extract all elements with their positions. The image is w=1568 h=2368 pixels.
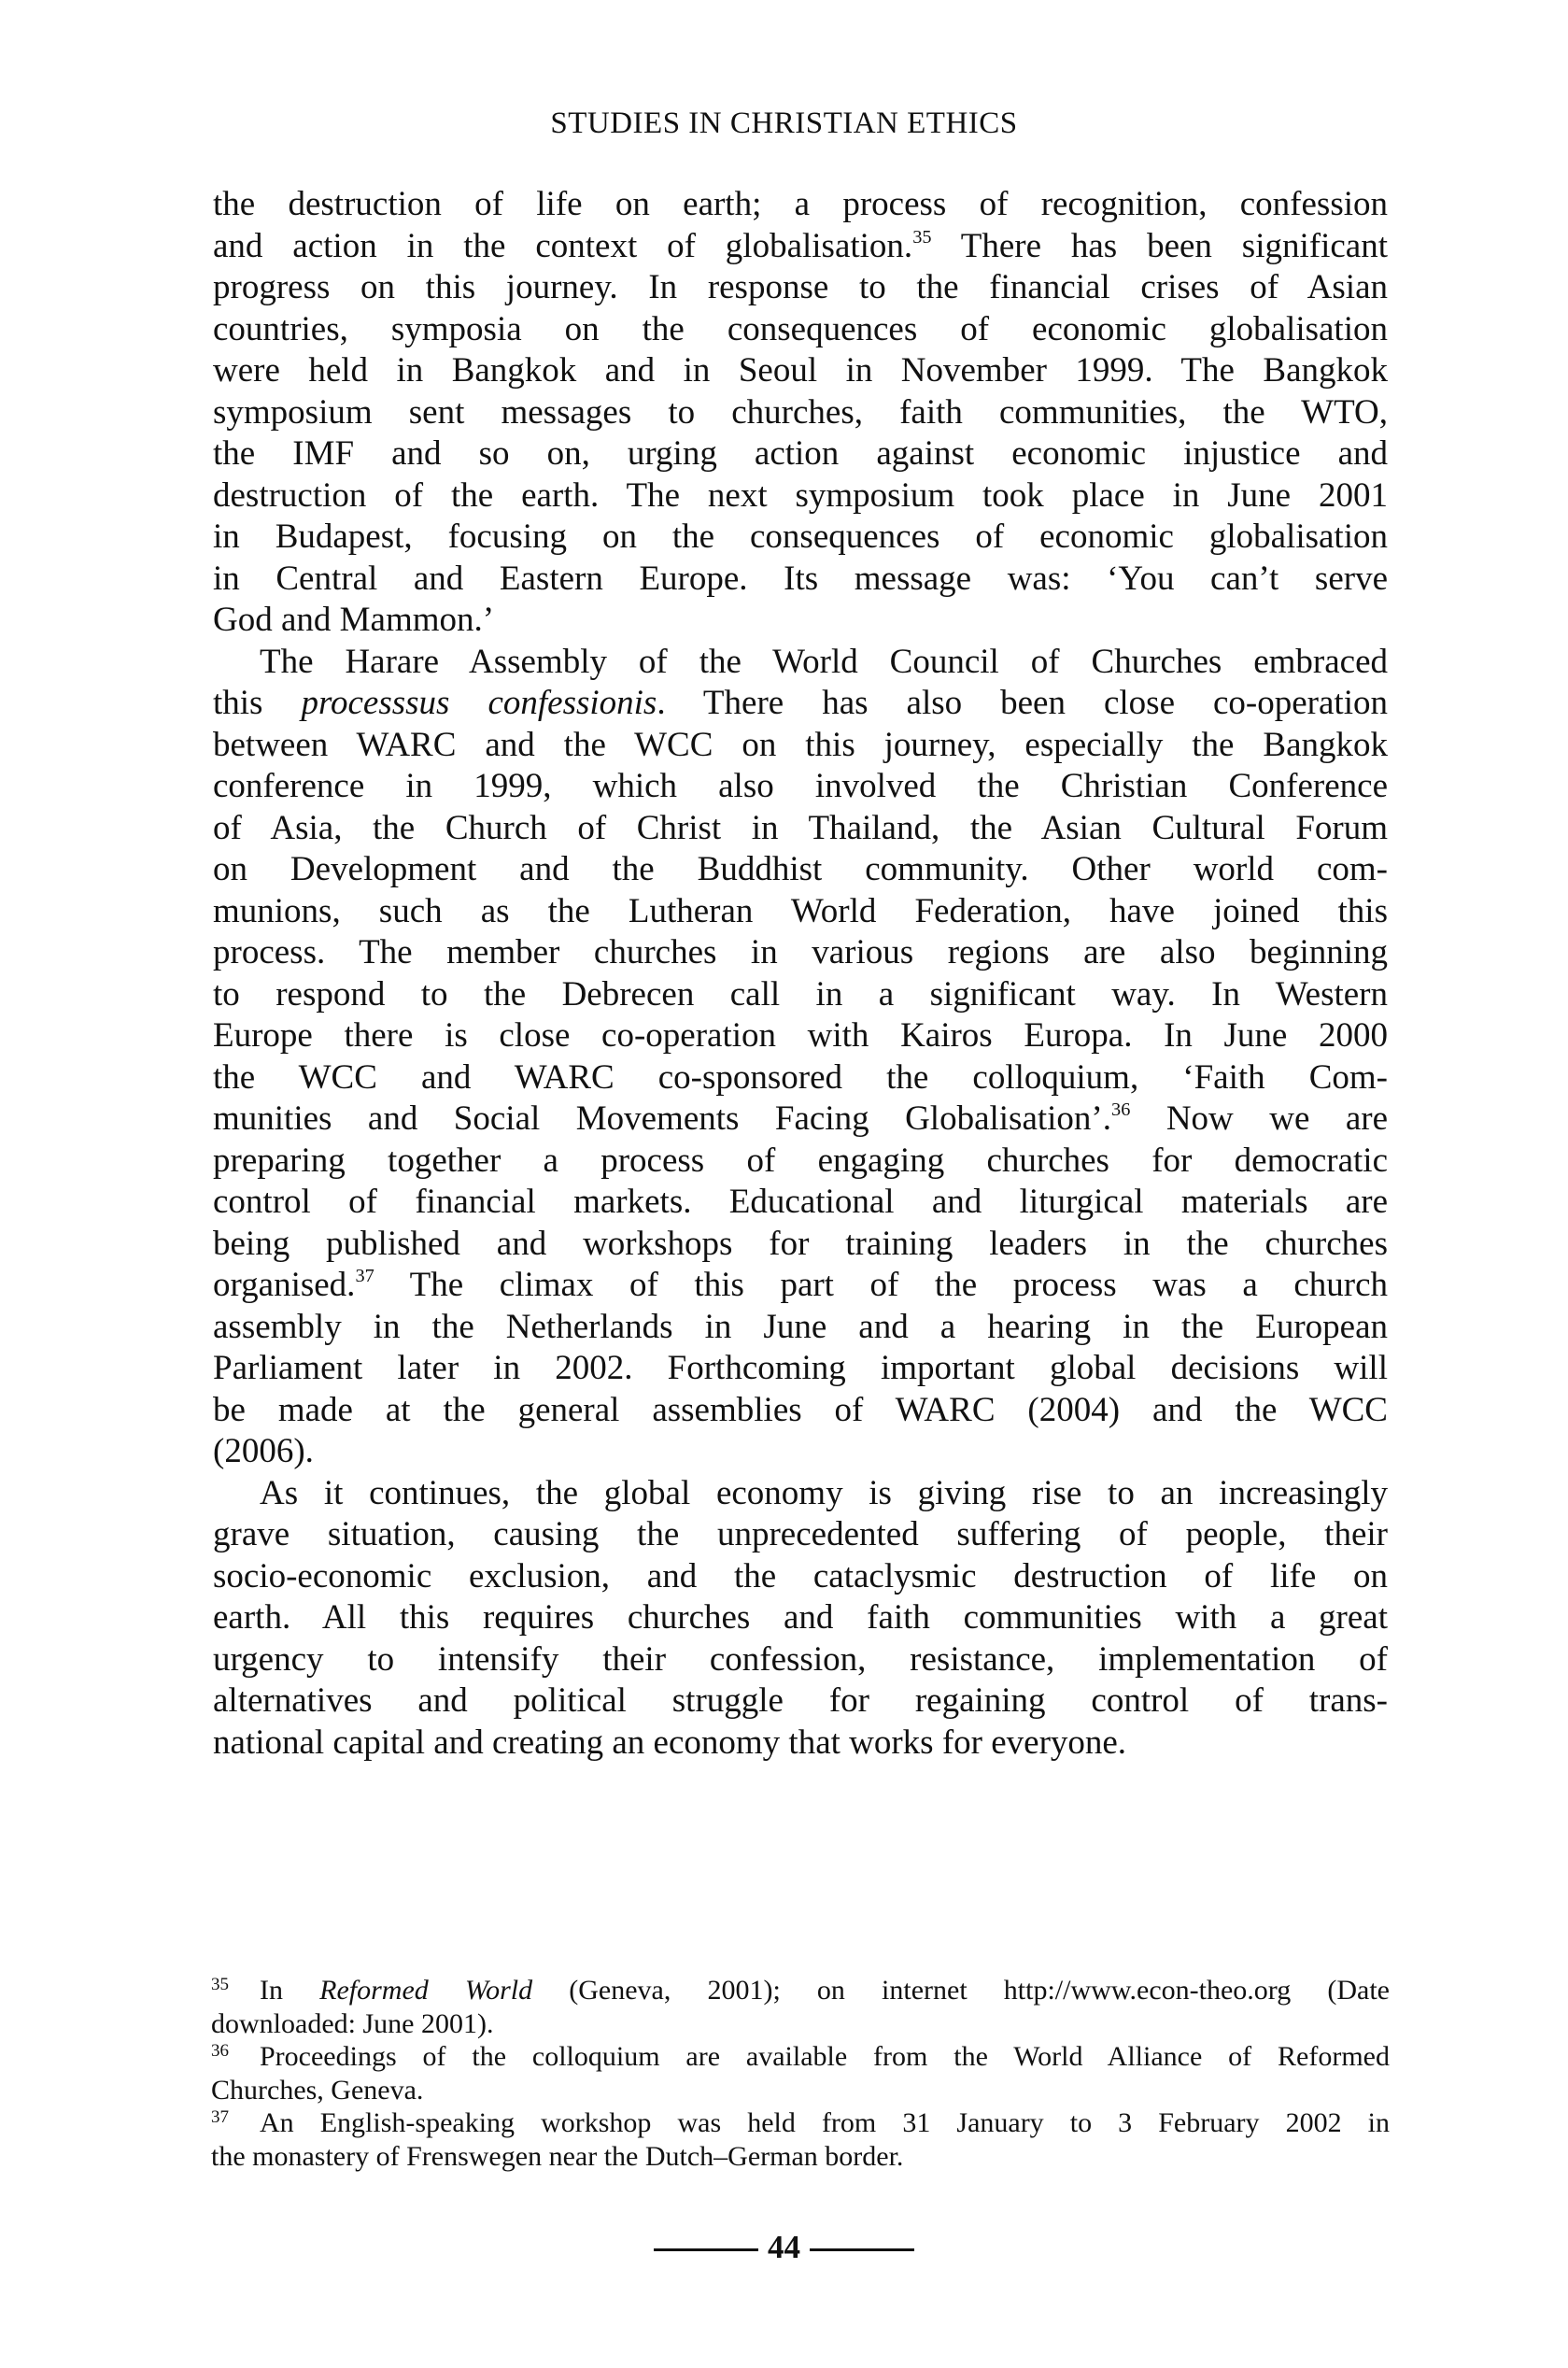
- footnote-ref-35[interactable]: 35: [912, 226, 932, 248]
- text-line: countries, symposia on the consequences of economic globalisation: [213, 309, 1388, 348]
- footnote-line: 36 Proceedings of the colloquium are available from the World Alliance of Reformed: [211, 2040, 1390, 2072]
- text-line: Parliament later in 2002. Forthcoming important global decisions will: [213, 1349, 1388, 1387]
- text-line: Europe there is close co-operation with Kairos Europa. In June 2000: [213, 1016, 1388, 1055]
- text-line: being published and workshops for training leaders in the churches: [213, 1224, 1388, 1263]
- text-line: to respond to the Debrecen call in a significant way. In Western: [213, 974, 1388, 1014]
- text-line: destruction of the earth. The next symposium took place in June 2001: [213, 475, 1388, 515]
- page-number: 44: [768, 2229, 800, 2265]
- text-line: The Harare Assembly of the World Council of Churches embraced: [260, 642, 1388, 681]
- text-line: the destruction of life on earth; a process of recognition, confession: [213, 185, 1388, 223]
- text-line: conference in 1999, which also involved the Christian Conference: [213, 767, 1388, 805]
- text-line: munities and Social Movements Facing Globalisation’.$^{36}$ Now we are: [213, 1099, 1389, 1138]
- text-line: be made at the general assemblies of WARC (2004) and the WCC: [213, 1390, 1388, 1429]
- footnote-line: 37 An English-speaking workshop was held from 31 January to 3 February 2002 in: [211, 2106, 1390, 2138]
- page-number-footer: [0, 2227, 1568, 2268]
- footnote-line: Churches, Geneva.: [211, 2074, 424, 2106]
- paragraph: [213, 1473, 1388, 1765]
- text-line: between WARC and the WCC on this journey, especially the Bangkok: [213, 725, 1388, 764]
- text-line: As it continues, the global economy is giving rise to an increasingly: [260, 1473, 1388, 1512]
- paragraph: [213, 642, 1388, 1473]
- text-line: munions, such as the Lutheran World Federation, have joined this: [213, 891, 1388, 930]
- italic-term: processsus confessionis: [301, 684, 657, 722]
- text-line: of Asia, the Church of Christ in Thailand, the Asian Cultural Forum: [213, 808, 1388, 847]
- italic-title: Reformed World: [319, 1975, 533, 2006]
- text-line: this processsus confessionis. There has also been close co-operation: [213, 684, 1388, 722]
- body-text: [213, 184, 1388, 1764]
- text-line: control of financial markets. Educational and liturgical materials are: [213, 1183, 1388, 1221]
- text-line: earth. All this requires churches and faith communities with a great: [213, 1598, 1388, 1637]
- footnote-ref-36[interactable]: 36: [1111, 1099, 1131, 1120]
- text-line: urgency to intensify their confession, resistance, implementation of: [213, 1639, 1388, 1679]
- footnote-ref-37[interactable]: 37: [355, 1265, 374, 1286]
- text-line: in Central and Eastern Europe. Its message was: ‘You can’t serve: [213, 559, 1388, 598]
- text-line: socio-economic exclusion, and the cataclysmic destruction of life on: [213, 1556, 1388, 1595]
- footnote-35: [211, 1974, 1390, 2040]
- footnote-line: 35 In Reformed World (Geneva, 2001); on internet http://www.econ-theo.org (Date: [211, 1974, 1390, 2006]
- text-line: assembly in the Netherlands in June and a hearing in the European: [213, 1307, 1388, 1346]
- text-line: alternatives and political struggle for regaining control of trans-: [213, 1681, 1388, 1720]
- footnote-37: [211, 2106, 1390, 2173]
- text-line: (2006).: [213, 1432, 314, 1470]
- text-line: were held in Bangkok and in Seoul in November 1999. The Bangkok: [213, 351, 1388, 390]
- text-line: on Development and the Buddhist community. Other world com-: [213, 850, 1388, 888]
- paragraph: [213, 184, 1388, 642]
- rule-right: [810, 2248, 914, 2251]
- text-line: organised.$^{37}$ The climax of this part of the process was a church: [213, 1265, 1388, 1304]
- footnote-36: [211, 2040, 1390, 2106]
- footnote-line: the monastery of Frenswegen near the Dutch–German border.: [211, 2140, 904, 2172]
- text-line: grave situation, causing the unprecedented suffering of people, their: [213, 1515, 1388, 1553]
- text-line: symposium sent messages to churches, faith communities, the WTO,: [213, 392, 1388, 432]
- text-line: preparing together a process of engaging churches for democratic: [213, 1141, 1388, 1180]
- text-line: the WCC and WARC co-sponsored the colloquium, ‘Faith Com-: [213, 1057, 1388, 1097]
- text-line: in Budapest, focusing on the consequences of economic globalisation: [213, 518, 1388, 556]
- text-line: and action in the context of globalisation.$^{35}$ There has been significant: [213, 226, 1388, 265]
- text-line: the IMF and so on, urging action against economic injustice and: [213, 434, 1388, 473]
- text-line: progress on this journey. In response to the financial crises of Asian: [213, 268, 1388, 306]
- text-line: God and Mammon.’: [213, 601, 495, 639]
- footnote-line: downloaded: June 2001).: [211, 2007, 494, 2039]
- footnotes: [211, 1974, 1390, 2173]
- running-head: STUDIES IN CHRISTIAN ETHICS: [550, 106, 1018, 140]
- text-line: process. The member churches in various regions are also beginning: [213, 933, 1388, 971]
- text-line: national capital and creating an economy that works for everyone.: [213, 1723, 1127, 1762]
- rule-left: [654, 2248, 758, 2251]
